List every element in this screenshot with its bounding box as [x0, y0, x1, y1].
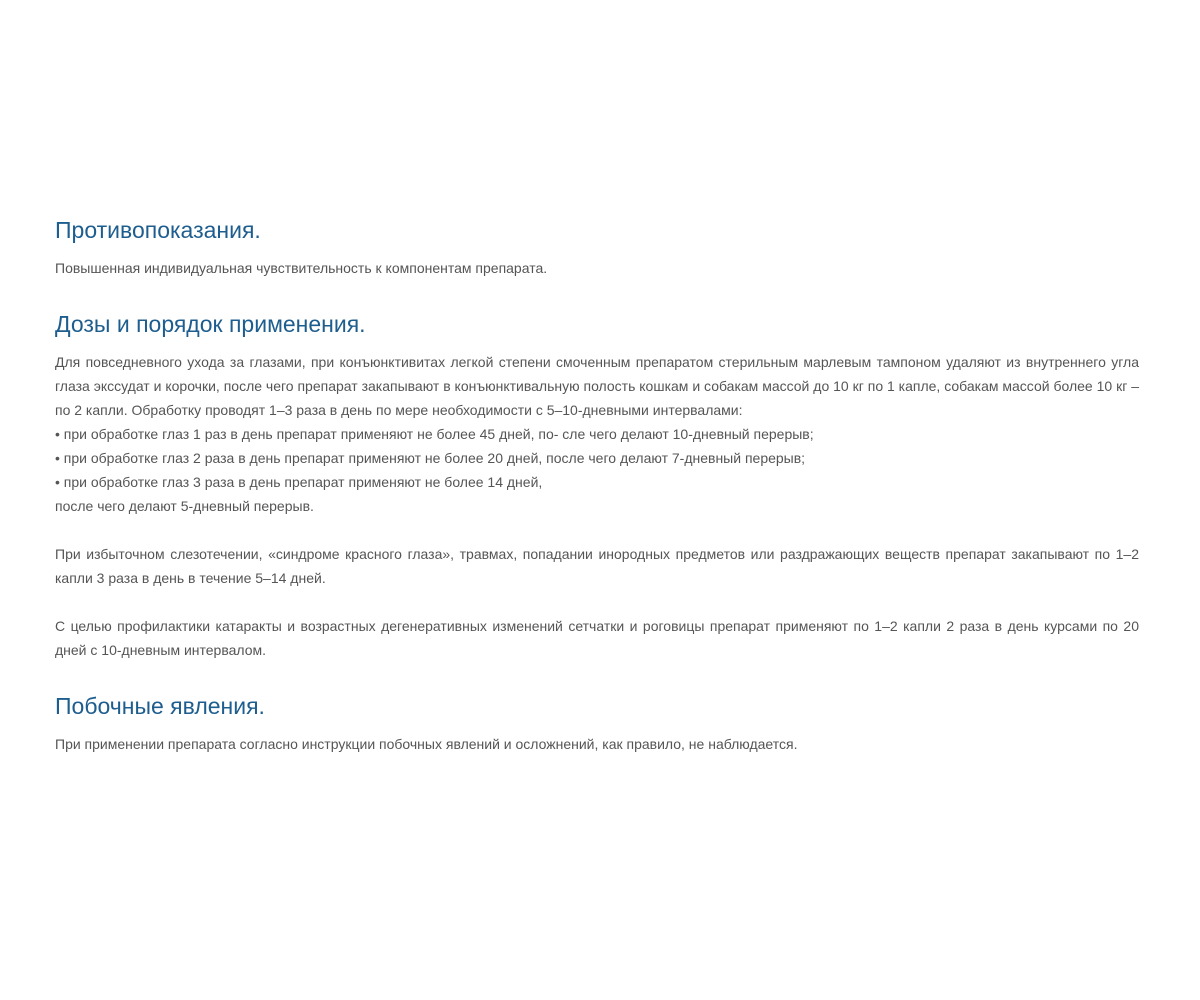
- document-content: [55, 214, 1139, 756]
- section-title-dosage: Дозы и порядок применения.: [55, 311, 366, 337]
- dosage-after-bullets-text: после чего делают 5-дневный перерыв.: [55, 498, 314, 514]
- section-title-contraindications: Противопоказания.: [55, 217, 261, 243]
- side-effects-text: При применении препарата согласно инструкции побочных явлений и осложнений, как правило, не наблюдается.: [55, 736, 798, 752]
- list-item: • при обработке глаз 3 раза в день препарат применяют не более 14 дней,: [55, 474, 543, 490]
- dosage-tearing-text: При избыточном слезотечении, «синдроме красного глаза», травмах, попадании инородных предметов или раздражающих веществ препарат закапывают по 1–2 капли 3 раза в день в течение 5–14 дней.: [55, 546, 1139, 586]
- section-title-side-effects: Побочные явления.: [55, 693, 265, 719]
- list-item: • при обработке глаз 2 раза в день препарат применяют не более 20 дней, после чего делают 7-дневный перерыв;: [55, 450, 806, 466]
- dosage-prevention-text: С целью профилактики катаракты и возрастных дегенеративных изменений сетчатки и роговицы препарат применяют по 1–2 капли 2 раза в день курсами по 20 дней с 10-дневным интервалом.: [55, 618, 1139, 658]
- dosage-bullet-list: [55, 422, 1139, 494]
- contraindications-text: Повышенная индивидуальная чувствительность к компонентам препарата.: [55, 260, 548, 276]
- list-item: • при обработке глаз 1 раз в день препарат применяют не более 45 дней, по- сле чего делают 10-дневный перерыв;: [55, 426, 814, 442]
- dosage-intro-text: Для повседневного ухода за глазами, при конъюнктивитах легкой степени смоченным препаратом стерильным марлевым тампоном удаляют из внутреннего угла глаза экссудат и корочки, после чего препарат закапывают в конъюнктивальную полость кошкам и собакам массой до 10 кг по 1 капле, собакам массой более 10 кг – по 2 капли. Обработку проводят 1–3 раза в день по мере необходимости с 5–10-дневными интервалами:: [55, 354, 1139, 418]
